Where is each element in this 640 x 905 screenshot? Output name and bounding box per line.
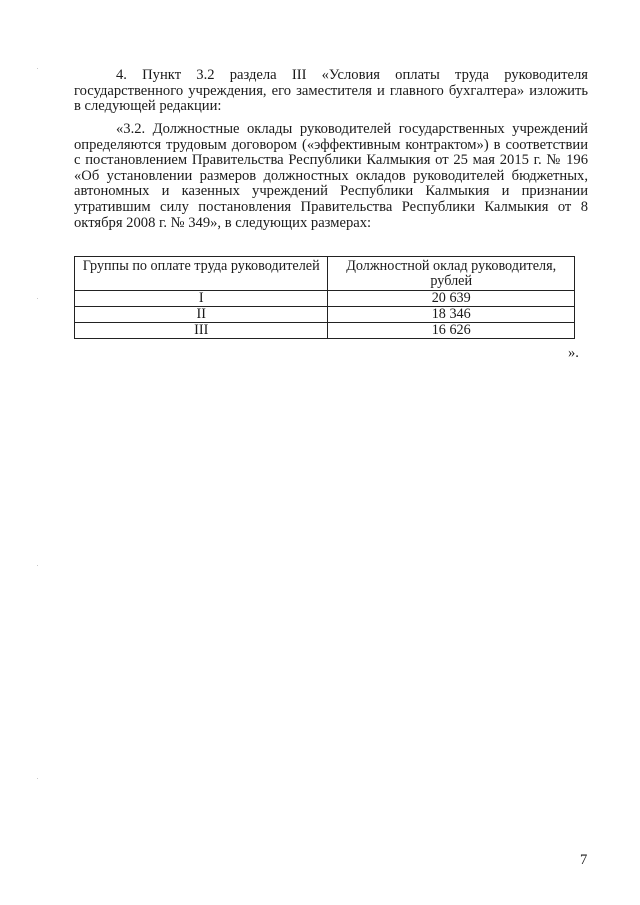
- closing-quote: ».: [568, 345, 579, 361]
- column-header-salary: Должностной оклад руководителя, рублей: [328, 257, 575, 291]
- table-row: [75, 291, 575, 307]
- group-cell: II: [75, 307, 328, 323]
- paragraph-clause-3-2: «3.2. Должностные оклады руководителей государственных учреждений определяются трудовым договором («эффективным контрактом») в соответствии с постановлением Правительства Республики Калмыкия от 25 мая 2015 г. № 196 «Об установлении размеров должностных окладов руководителей бюджетных, автономных и казенных учреждений Республики Калмыкия и признании утратившим силу постановления Правительства Республики Калмыкия от 8 октября 2008 г. № 349», в следующих размерах:: [74, 121, 588, 231]
- column-header-group: Группы по оплате труда руководителей: [75, 257, 328, 291]
- table-row: [75, 307, 575, 323]
- scan-margin-mark: [37, 565, 38, 566]
- salary-cell: 16 626: [328, 323, 575, 339]
- salary-cell: 18 346: [328, 307, 575, 323]
- page-number: 7: [580, 852, 588, 868]
- group-cell: III: [75, 323, 328, 339]
- paragraph-item-4: 4. Пункт 3.2 раздела III «Условия оплаты труда руководителя государственного учреждения, его заместителя и главного бухгалтера» изложить в следующей редакции:: [74, 67, 588, 115]
- salary-table: [74, 256, 575, 339]
- salary-cell: 20 639: [328, 291, 575, 307]
- table-row: [75, 323, 575, 339]
- scan-margin-mark: [37, 298, 38, 299]
- group-cell: I: [75, 291, 328, 307]
- scan-margin-mark: [37, 778, 38, 779]
- scan-margin-mark: [37, 68, 38, 69]
- table-header-row: [75, 257, 575, 291]
